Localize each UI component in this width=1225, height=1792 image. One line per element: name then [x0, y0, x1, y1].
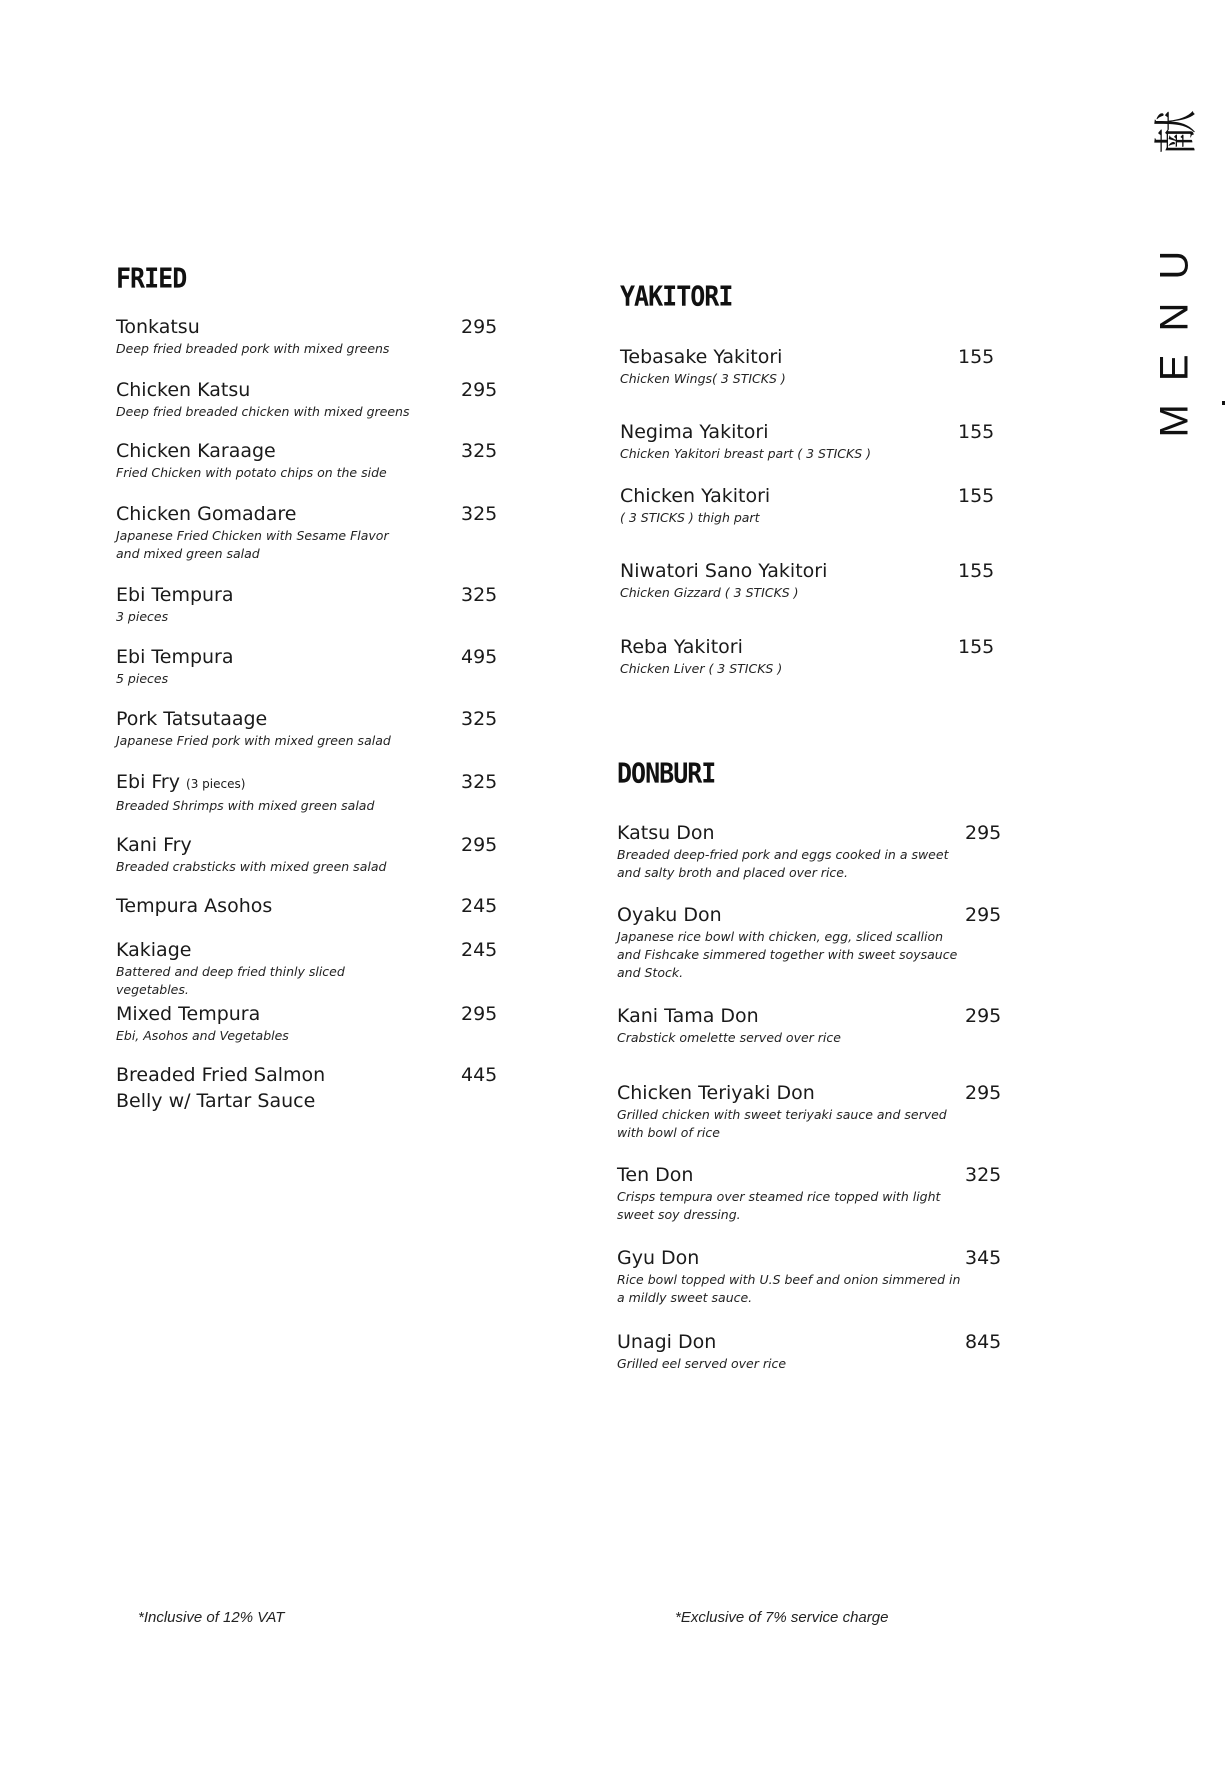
menu-item [116, 377, 426, 421]
item-name [116, 706, 426, 732]
item-description: Breaded deep-fried pork and eggs cooked in a sweet and salty broth and placed over rice. [617, 847, 949, 880]
item-name [116, 501, 426, 527]
item-note: (3 pieces) [186, 777, 246, 791]
item-price: 155 [958, 485, 995, 507]
vat-note: *Inclusive of 12% VAT [138, 1609, 285, 1626]
menu-item [617, 1162, 972, 1224]
item-name [620, 419, 950, 445]
item-name-text: Tempura Asohos [116, 895, 273, 917]
item-price: 325 [965, 1164, 1002, 1186]
item-description: Chicken Wings( 3 STICKS ) [620, 371, 786, 386]
item-description: Deep fried breaded chicken with mixed greens [116, 404, 410, 419]
menu-item [617, 1080, 972, 1142]
item-name [620, 634, 950, 660]
item-price: 325 [461, 771, 498, 793]
menu-item [116, 314, 426, 358]
item-name-text: Niwatori Sano Yakitori [620, 560, 828, 582]
item-price: 325 [461, 440, 498, 462]
item-name-text: Pork Tatsutaage [116, 708, 268, 730]
item-description: Crisps tempura over steamed rice topped with light sweet soy dressing. [617, 1189, 941, 1222]
item-name-text: Reba Yakitori [620, 636, 743, 658]
item-name-text: Chicken Katsu [116, 379, 251, 401]
item-name-text: Ten Don [617, 1164, 694, 1186]
item-name-text: Ebi Tempura [116, 584, 234, 606]
item-description: Battered and deep fried thinly sliced vegetables. [116, 964, 345, 997]
item-name-text: Negima Yakitori [620, 421, 769, 443]
item-name-text: Chicken Karaage [116, 440, 276, 462]
item-name-text: Kani Fry [116, 834, 192, 856]
item-name [116, 832, 426, 858]
menu-item [116, 501, 426, 563]
item-name-text: Kani Tama Don [617, 1005, 759, 1027]
item-description: Japanese Fried pork with mixed green salad [116, 733, 391, 748]
item-name-text: Katsu Don [617, 822, 715, 844]
item-description: ( 3 STICKS ) thigh part [620, 510, 760, 525]
item-name [617, 1245, 972, 1271]
item-name [620, 483, 950, 509]
item-name [617, 902, 972, 928]
item-name [617, 1080, 972, 1106]
menu-item [116, 644, 426, 688]
item-description: Grilled chicken with sweet teriyaki sauce and served with bowl of rice [617, 1107, 947, 1140]
item-price: 295 [461, 834, 498, 856]
section-title-fried: FRIED [116, 262, 187, 294]
item-name-text: Mixed Tempura [116, 1003, 261, 1025]
item-name [116, 644, 426, 670]
item-price: 245 [461, 939, 498, 961]
item-name-text: Tebasake Yakitori [620, 346, 783, 368]
item-price: 155 [958, 636, 995, 658]
menu-item [116, 1001, 426, 1045]
item-price: 155 [958, 346, 995, 368]
item-price: 445 [461, 1064, 498, 1086]
item-price: 295 [461, 1003, 498, 1025]
item-name-text: Ebi Fry [116, 771, 180, 793]
menu-vertical-title [1150, 100, 1200, 440]
item-price: 155 [958, 560, 995, 582]
menu-item [617, 820, 972, 882]
item-name-text: Chicken Teriyaki Don [617, 1082, 815, 1104]
item-name-text: Chicken Yakitori [620, 485, 771, 507]
menu-item [620, 419, 950, 463]
item-description: Breaded Shrimps with mixed green salad [116, 798, 375, 813]
menu-item [116, 937, 426, 999]
section-title-donburi: DONBURI [617, 757, 716, 789]
item-name [116, 893, 366, 919]
item-name-text: Breaded Fried Salmon Belly w/ Tartar Sauce [116, 1064, 326, 1112]
item-name [116, 582, 426, 608]
item-description: Grilled eel served over rice [617, 1356, 787, 1371]
section-title-yakitori: YAKITORI [620, 280, 733, 312]
item-name [116, 377, 426, 403]
item-price: 325 [461, 503, 498, 525]
item-name [617, 1162, 972, 1188]
item-name [116, 314, 426, 340]
item-price: 495 [461, 646, 498, 668]
item-name-text: Tonkatsu [116, 316, 200, 338]
menu-item [116, 769, 426, 815]
item-description: Chicken Liver ( 3 STICKS ) [620, 661, 783, 676]
menu-item [116, 582, 426, 626]
menu-item [617, 902, 972, 982]
menu-item [620, 634, 950, 678]
menu-item [617, 1003, 972, 1047]
item-name [617, 1329, 972, 1355]
item-name [620, 344, 950, 370]
item-name-text: Chicken Gomadare [116, 503, 297, 525]
item-name [116, 937, 426, 963]
item-price: 345 [965, 1247, 1002, 1269]
item-price: 325 [461, 708, 498, 730]
item-price: 295 [965, 904, 1002, 926]
item-name [617, 820, 972, 846]
service-charge-note: *Exclusive of 7% service charge [675, 1609, 889, 1626]
menu-item [620, 483, 950, 527]
item-name-text: Kakiage [116, 939, 192, 961]
item-name-text: Ebi Tempura [116, 646, 234, 668]
item-price: 295 [461, 379, 498, 401]
kanji-logo: 献 [1151, 110, 1202, 154]
item-description: Chicken Gizzard ( 3 STICKS ) [620, 585, 799, 600]
item-description: Deep fried breaded pork with mixed greens [116, 341, 390, 356]
menu-item [116, 832, 426, 876]
menu-item [617, 1245, 972, 1307]
item-description: Japanese Fried Chicken with Sesame Flavor and mixed green salad [116, 528, 389, 561]
item-name [620, 558, 950, 584]
item-description: 5 pieces [116, 671, 169, 686]
item-name-text: Unagi Don [617, 1331, 717, 1353]
item-name [116, 1001, 426, 1027]
menu-title: MENU [1152, 227, 1197, 438]
menu-item [620, 344, 950, 388]
item-description: Chicken Yakitori breast part ( 3 STICKS ) [620, 446, 871, 461]
menu-item [620, 558, 950, 602]
item-price: 295 [461, 316, 498, 338]
item-description: Ebi, Asohos and Vegetables [116, 1028, 289, 1043]
menu-item [116, 1062, 366, 1114]
item-price: 325 [461, 584, 498, 606]
item-name-text: Gyu Don [617, 1247, 700, 1269]
item-description: Rice bowl topped with U.S beef and onion simmered in a mildly sweet sauce. [617, 1272, 961, 1305]
item-price: 155 [958, 421, 995, 443]
item-description: Japanese rice bowl with chicken, egg, sliced scallion and Fishcake simmered together with sweet soysauce and Stock. [617, 929, 958, 980]
menu-item [116, 893, 366, 919]
item-description: 3 pieces [116, 609, 169, 624]
menu-item [617, 1329, 972, 1373]
item-description: Fried Chicken with potato chips on the side [116, 465, 387, 480]
menu-item [116, 438, 426, 482]
item-name [617, 1003, 972, 1029]
item-name [116, 1062, 366, 1114]
item-name [116, 438, 426, 464]
item-price: 295 [965, 1082, 1002, 1104]
item-description: Crabstick omelette served over rice [617, 1030, 841, 1045]
item-description: Breaded crabsticks with mixed green salad [116, 859, 387, 874]
item-price: 845 [965, 1331, 1002, 1353]
menu-item [116, 706, 426, 750]
item-name-text: Oyaku Don [617, 904, 722, 926]
item-price: 245 [461, 895, 498, 917]
item-price: 295 [965, 822, 1002, 844]
item-price: 295 [965, 1005, 1002, 1027]
item-name [116, 769, 426, 797]
